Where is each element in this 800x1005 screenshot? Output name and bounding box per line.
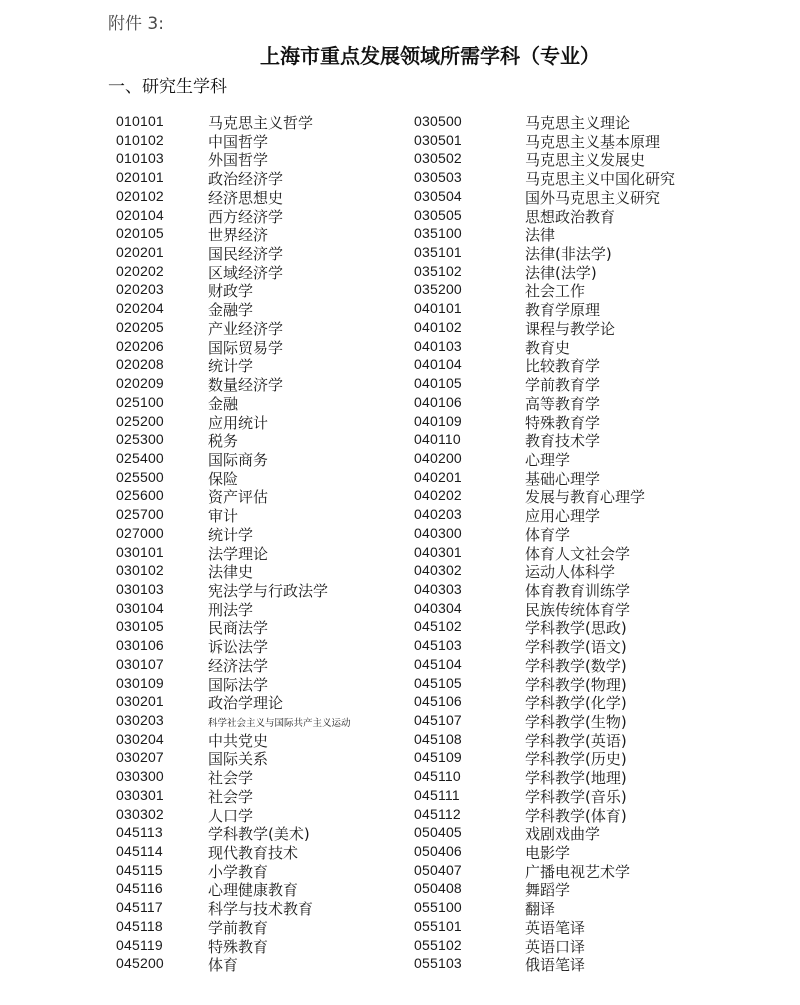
subject-code: 045200	[116, 955, 164, 972]
subject-code: 055103	[414, 955, 462, 972]
subject-code: 045105	[414, 674, 462, 691]
subject-code: 045110	[414, 768, 461, 785]
subject-name: 国民经济学	[208, 245, 284, 264]
subject-name: 体育教育训练学	[525, 581, 631, 600]
subject-name: 法律(法学)	[525, 263, 597, 282]
subject-code: 030104	[116, 599, 164, 616]
subject-code: 040101	[414, 300, 462, 317]
subject-code: 055101	[414, 917, 462, 934]
subject-code: 040103	[414, 337, 462, 354]
subject-name: 特殊教育学	[525, 413, 601, 432]
subject-code: 040109	[414, 412, 462, 429]
subject-name: 数量经济学	[208, 376, 284, 395]
subject-name: 国际商务	[208, 450, 269, 469]
subject-code: 040202	[414, 487, 462, 504]
subject-code: 045112	[414, 805, 461, 822]
subject-code: 045109	[414, 749, 462, 766]
subject-code: 040102	[414, 318, 462, 335]
subject-name: 马克思主义发展史	[525, 151, 646, 170]
subject-code: 030109	[116, 674, 164, 691]
subject-name: 财政学	[208, 282, 254, 301]
subject-name: 税务	[208, 432, 239, 451]
subject-name: 国际贸易学	[208, 338, 284, 357]
subject-code: 025200	[116, 412, 164, 429]
subject-name: 社会学	[208, 769, 254, 788]
subject-code: 030501	[414, 131, 462, 148]
subject-name: 学科教学(音乐)	[525, 787, 627, 806]
subject-code: 050406	[414, 843, 462, 860]
subject-code: 045116	[116, 880, 163, 897]
subject-name: 马克思主义理论	[525, 114, 631, 132]
subject-name: 应用心理学	[525, 507, 601, 526]
subject-code: 045119	[116, 936, 163, 953]
subject-name: 小学教育	[208, 862, 269, 881]
subject-name: 科学与技术教育	[208, 900, 314, 919]
subject-name: 法律(非法学)	[525, 245, 612, 264]
subject-code: 045103	[414, 637, 462, 654]
subject-name: 金融学	[208, 301, 254, 320]
subject-code: 025500	[116, 468, 164, 485]
subject-name: 法学理论	[208, 544, 269, 563]
subject-name: 教育学原理	[525, 301, 601, 320]
subject-name: 法律史	[208, 563, 254, 582]
page-title: 上海市重点发展领域所需学科（专业）	[260, 44, 600, 68]
subject-name: 课程与教学论	[525, 319, 616, 338]
subject-code: 035102	[414, 262, 462, 279]
subject-name: 学科教学(语文)	[525, 638, 627, 657]
subject-name: 社会工作	[525, 282, 586, 301]
subject-name: 现代教育技术	[208, 844, 299, 863]
subject-code: 045118	[116, 917, 163, 934]
subject-code: 025100	[116, 393, 164, 410]
subject-name: 法律	[525, 226, 556, 245]
subject-name: 应用统计	[208, 413, 269, 432]
subject-name: 民族传统体育学	[525, 600, 631, 619]
subject-name: 电影学	[525, 844, 571, 863]
subject-name: 英语口译	[525, 937, 586, 956]
subject-name: 西方经济学	[208, 207, 284, 226]
subject-name: 基础心理学	[525, 469, 601, 488]
subject-name: 学科教学(生物)	[525, 713, 627, 731]
subject-name: 学科教学(化学)	[525, 694, 627, 713]
subject-name: 人口学	[208, 806, 254, 825]
subject-code: 030302	[116, 805, 164, 822]
subject-name: 区域经济学	[208, 263, 284, 282]
subject-code: 025400	[116, 449, 164, 466]
subject-code: 050405	[414, 824, 462, 841]
subject-code: 020201	[116, 244, 164, 261]
subject-name: 统计学	[208, 357, 254, 376]
subject-name: 马克思主义基本原理	[525, 132, 661, 151]
subject-code: 040303	[414, 580, 462, 597]
subject-code: 010102	[116, 131, 164, 148]
subject-code: 030102	[116, 562, 164, 579]
subject-code: 045114	[116, 843, 163, 860]
subject-name: 翻译	[525, 900, 556, 919]
subject-code: 050407	[414, 861, 462, 878]
subject-code: 035100	[414, 225, 462, 242]
subject-name: 政治经济学	[208, 170, 284, 189]
subject-code: 030500	[414, 113, 462, 129]
subject-name: 政治学理论	[208, 694, 284, 713]
subject-code: 045102	[414, 618, 462, 635]
subject-name: 戏剧戏曲学	[525, 825, 601, 844]
subject-name: 英语笔译	[525, 918, 586, 937]
subject-name: 心理学	[525, 450, 571, 469]
subject-code: 030201	[116, 693, 164, 710]
subject-name: 民商法学	[208, 619, 269, 638]
subject-name: 广播电视艺术学	[525, 862, 631, 881]
subject-code: 020202	[116, 262, 164, 279]
subject-name: 教育技术学	[525, 432, 601, 451]
subject-name: 中共党史	[208, 731, 269, 750]
subject-code: 045113	[116, 824, 163, 841]
subject-code: 030505	[414, 206, 462, 223]
subject-code: 030106	[116, 637, 164, 654]
subject-name: 保险	[208, 469, 239, 488]
subject-name: 体育	[208, 956, 239, 975]
subject-name: 学科教学(英语)	[525, 731, 627, 750]
subject-name: 教育史	[525, 338, 571, 357]
subject-name: 国际法学	[208, 675, 269, 694]
subject-code: 020204	[116, 300, 164, 317]
subject-name: 经济思想史	[208, 188, 284, 207]
subject-name: 马克思主义哲学	[208, 114, 314, 132]
subject-name: 学科教学(体育)	[525, 806, 627, 825]
subject-code: 040200	[414, 449, 462, 466]
subject-code: 035101	[414, 244, 462, 261]
subject-code: 020105	[116, 225, 164, 242]
subject-name: 外国哲学	[208, 151, 269, 170]
subject-code: 040104	[414, 356, 462, 373]
subject-name: 资产评估	[208, 488, 269, 507]
subject-name: 宪法学与行政法学	[208, 581, 329, 600]
subject-code: 045108	[414, 730, 462, 747]
subject-code: 045106	[414, 693, 462, 710]
subject-name: 审计	[208, 507, 239, 526]
subject-code: 040301	[414, 543, 462, 560]
subject-name: 特殊教育	[208, 937, 269, 956]
subject-name: 体育学	[525, 525, 571, 544]
subject-name: 体育人文社会学	[525, 544, 631, 563]
subject-code: 020208	[116, 356, 164, 373]
subject-code: 040300	[414, 524, 462, 541]
subject-name: 马克思主义中国化研究	[525, 170, 676, 189]
attachment-label: 附件 3:	[108, 14, 164, 34]
subject-code: 030203	[116, 712, 164, 728]
subject-code: 040106	[414, 393, 462, 410]
subject-code: 045115	[116, 861, 163, 878]
subject-name: 国外马克思主义研究	[525, 188, 661, 207]
subject-name: 科学社会主义与国际共产主义运动	[208, 718, 351, 729]
section-heading: 一、研究生学科	[108, 77, 227, 97]
subject-code: 030103	[116, 580, 164, 597]
subject-code: 030301	[116, 786, 164, 803]
subject-name: 金融	[208, 394, 239, 413]
subject-code: 040304	[414, 599, 462, 616]
subject-name: 统计学	[208, 525, 254, 544]
subject-code: 010101	[116, 113, 164, 129]
subject-code: 050408	[414, 880, 462, 897]
subject-code: 020101	[116, 169, 164, 186]
subject-code: 045117	[116, 899, 163, 916]
subject-name: 经济法学	[208, 656, 269, 675]
subject-code: 035200	[414, 281, 462, 298]
subject-code: 020205	[116, 318, 164, 335]
subject-code: 010103	[116, 150, 164, 167]
subject-code: 030504	[414, 187, 462, 204]
subject-name: 学科教学(美术)	[208, 825, 310, 844]
subject-code: 030105	[116, 618, 164, 635]
subject-name: 刑法学	[208, 600, 254, 619]
subject-code: 055100	[414, 899, 462, 916]
subject-code: 045107	[414, 712, 462, 728]
subject-code: 040302	[414, 562, 462, 579]
subject-code: 025700	[116, 506, 164, 523]
subject-name: 发展与教育心理学	[525, 488, 646, 507]
subject-code: 030101	[116, 543, 164, 560]
subject-code: 030204	[116, 730, 164, 747]
subject-name: 高等教育学	[525, 394, 601, 413]
subject-code: 040105	[414, 375, 462, 392]
subject-name: 俄语笔译	[525, 956, 586, 975]
subject-code: 027000	[116, 524, 164, 541]
subject-name: 学科教学(思政)	[525, 619, 627, 638]
subject-name: 中国哲学	[208, 132, 269, 151]
subject-code: 045104	[414, 655, 462, 672]
subject-code: 030502	[414, 150, 462, 167]
subject-code: 025600	[116, 487, 164, 504]
subject-code: 030107	[116, 655, 164, 672]
subject-code: 020104	[116, 206, 164, 223]
subject-code: 040203	[414, 506, 462, 523]
subject-code: 055102	[414, 936, 462, 953]
subject-code: 040110	[414, 431, 461, 448]
subject-code: 040201	[414, 468, 462, 485]
subject-code: 020209	[116, 375, 164, 392]
subject-code: 045111	[414, 786, 460, 803]
subject-code: 020206	[116, 337, 164, 354]
subject-name: 比较教育学	[525, 357, 601, 376]
subject-name: 学科教学(地理)	[525, 769, 627, 788]
subject-name: 学科教学(数学)	[525, 656, 627, 675]
subject-name: 心理健康教育	[208, 881, 299, 900]
subject-code: 025300	[116, 431, 164, 448]
subject-name: 学科教学(物理)	[525, 675, 627, 694]
subject-code: 030503	[414, 169, 462, 186]
subject-code: 020102	[116, 187, 164, 204]
subject-name: 国际关系	[208, 750, 269, 769]
subject-name: 社会学	[208, 787, 254, 806]
subject-name: 产业经济学	[208, 319, 284, 338]
subject-code: 030300	[116, 768, 164, 785]
subject-name: 运动人体科学	[525, 563, 616, 582]
subject-name: 思想政治教育	[525, 207, 616, 226]
subject-name: 学前教育学	[525, 376, 601, 395]
subject-code: 030207	[116, 749, 164, 766]
subject-name: 世界经济	[208, 226, 269, 245]
subject-name: 学科教学(历史)	[525, 750, 627, 769]
subject-code: 020203	[116, 281, 164, 298]
subject-name: 诉讼法学	[208, 638, 269, 657]
subject-name: 舞蹈学	[525, 881, 571, 900]
subject-name: 学前教育	[208, 918, 269, 937]
